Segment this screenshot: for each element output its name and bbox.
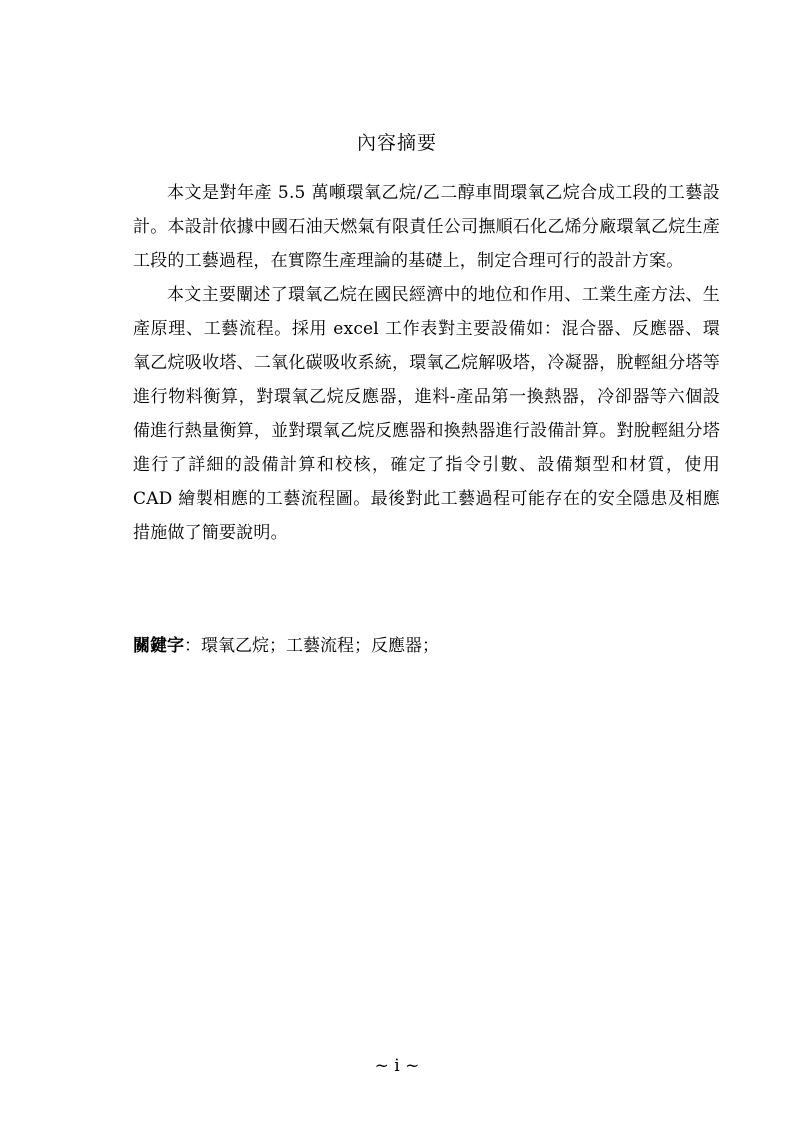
page-title: 內容摘要 xyxy=(356,132,437,154)
abstract-body xyxy=(133,176,720,550)
abstract-paragraph-2: 本文主要闡述了環氧乙烷在國民經濟中的地位和作用、工業生產方法、生產原理、工藝流程。採用 excel 工作表對主要設備如：混合器、反應器、環氧乙烷吸收塔、二氧化碳吸收系統，環氧乙烷解吸塔，冷凝器，脫輕組分塔等進行物料衡算，對環氧乙烷反應器，進料-產品第一換熱器，冷卻器等六個設備進行熱量衡算，並對環氧乙烷反應器和換熱器進行設備計算。對脫輕組分塔進行了詳細的設備計算和校核，確定了指令引數、設備類型和材質，使用 CAD 繪製相應的工藝流程圖。最後對此工藝過程可能存在的安全隱患及相應措施做了簡要說明。 xyxy=(133,285,720,543)
keywords-label: 關鍵字 xyxy=(133,636,184,656)
keywords-text: ：環氧乙烷；工藝流程；反應器； xyxy=(184,636,439,656)
page-number: ~ i ~ xyxy=(374,1056,420,1076)
abstract-paragraph-1: 本文是對年產 5.5 萬噸環氧乙烷/乙二醇車間環氧乙烷合成工段的工藝設計。本設計依據中國石油天燃氣有限責任公司撫順石化乙烯分廠環氧乙烷生產工段的工藝過程，在實際生產理論的基礎上，制定合理可行的設計方案。 xyxy=(133,183,720,271)
keywords-line xyxy=(133,631,720,661)
